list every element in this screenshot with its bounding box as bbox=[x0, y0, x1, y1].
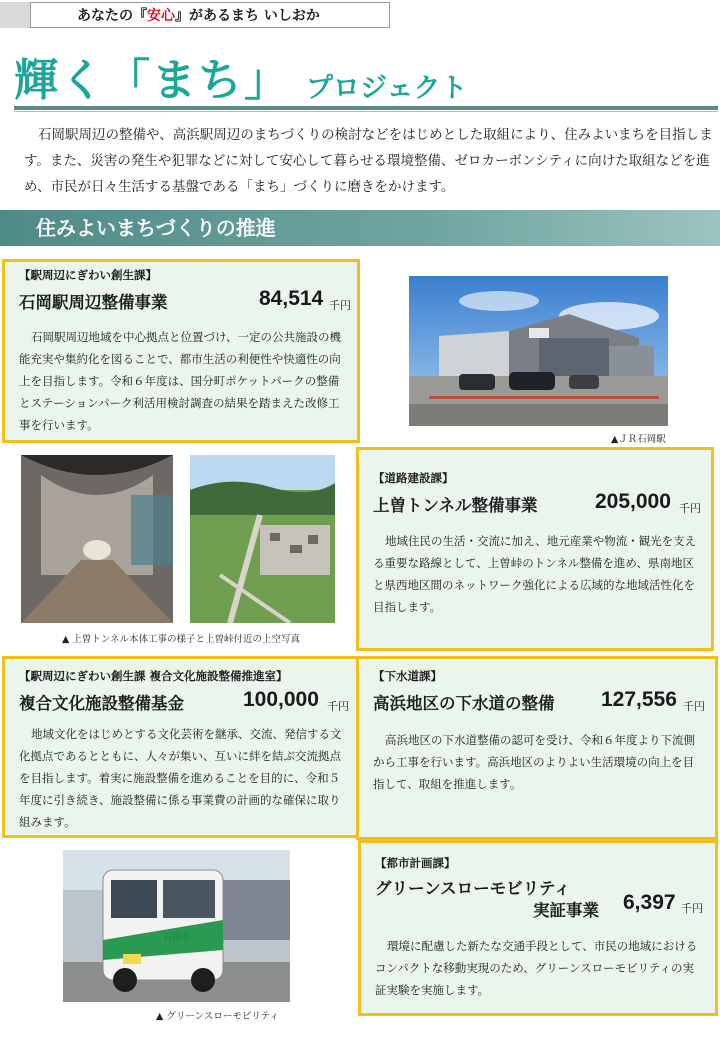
project-unit: 千円 bbox=[679, 502, 701, 515]
project-amount: 84,514 bbox=[259, 287, 324, 310]
project-amount: 6,397 bbox=[623, 891, 676, 914]
project-unit: 千円 bbox=[327, 700, 349, 713]
tunnel-illustration bbox=[21, 455, 173, 623]
page-title: 輝く「まち」 bbox=[14, 55, 290, 106]
project-amount: 127,556 bbox=[601, 688, 677, 711]
project-card-mobility bbox=[358, 840, 718, 1016]
station-illustration bbox=[409, 276, 668, 426]
project-amount: 205,000 bbox=[595, 490, 671, 513]
slogan-text-post: 』があるまち いしおか bbox=[175, 8, 320, 24]
project-unit: 千円 bbox=[681, 902, 703, 915]
vehicle-illustration bbox=[63, 850, 290, 1002]
project-name-line1: グリーンスローモビリティ bbox=[375, 879, 571, 898]
aerial-illustration bbox=[190, 455, 335, 623]
title-divider bbox=[14, 106, 718, 110]
page-subtitle: プロジェクト bbox=[306, 73, 468, 104]
project-description: 地域住民の生活・交流に加え、地元産業や物流・観光を支える重要な路線として、上曽峠のトンネル整備を進め、県南地区と県西地区間のネットワーク強化による広域的な地域活性化を目指します。 bbox=[373, 534, 697, 614]
slogan-accent-block bbox=[0, 2, 30, 28]
project-card-station bbox=[2, 259, 360, 443]
intro-paragraph: 石岡駅周辺の整備や、高浜駅周辺のまちづくりの検討などをはじめとした取組により、住みよいまちを目指します。また、災害の発生や犯罪などに対して安心して暮らせる環境整備、ゼロカーボンシティに向けた取組などを進め、市民が日々生活する基盤である「まち」づくりに磨きをかけます。 bbox=[24, 127, 713, 195]
project-name: 上曽トンネル整備事業 bbox=[373, 496, 538, 515]
project-description: 環境に配慮した新たな交通手段として、市民の地域におけるコンパクトな移動実現のため、グリーンスローモビリティの実証実験を実施します。 bbox=[375, 939, 698, 997]
vehicle-sign-text: 石岡市 bbox=[163, 933, 191, 943]
tunnel-interior-photo bbox=[21, 455, 173, 623]
project-description: 石岡駅周辺地域を中心拠点と位置づけ、一定の公共施設の機能充実や集約化を図ることで、都市生活の利便性や快適性の向上を目指します。令和６年度は、国分町ポケットパークの整備とステーションパーク利活用検討調査の結果を踏まえた改修工事を行います。 bbox=[19, 330, 342, 432]
mobility-caption: ▲ グリーンスローモビリティ bbox=[156, 1011, 279, 1022]
project-name-line2: 実証事業 bbox=[533, 901, 599, 920]
project-description: 地域文化をはじめとする文化芸術を継承、交流、発信する文化拠点であるとともに、人々が集い、互いに絆を結ぶ交流拠点を目指します。着実に施設整備を進めることを目的に、令和５年度に引き続き、施設整備に係る事業費の計画的な確保に取り組みます。 bbox=[19, 727, 342, 829]
tunnel-caption: ▲ 上曽トンネル本体工事の様子と上曽峠付近の上空写真 bbox=[62, 634, 301, 645]
project-dept: 【駅周辺にぎわい創生課】 bbox=[19, 268, 157, 282]
project-description: 高浜地区の下水道整備の認可を受け、令和６年度より下流側から工事を行います。高浜地区のよりよい生活環境の向上を目指して、取組を推進します。 bbox=[373, 733, 696, 791]
project-dept: 【道路建設課】 bbox=[373, 471, 454, 485]
slogan-banner bbox=[30, 2, 390, 28]
project-dept: 【都市計画課】 bbox=[375, 856, 456, 870]
slogan-text-highlight: 安心 bbox=[147, 8, 175, 24]
project-card-sewer bbox=[356, 656, 718, 840]
project-name: 石岡駅周辺整備事業 bbox=[19, 293, 168, 312]
project-name: 複合文化施設整備基金 bbox=[19, 694, 184, 713]
section-heading: 住みよいまちづくりの推進 bbox=[0, 210, 720, 246]
station-caption: ▲ＪＲ石岡駅 bbox=[611, 434, 666, 445]
project-dept: 【駅周辺にぎわい創生課 複合文化施設整備推進室】 bbox=[19, 669, 288, 683]
title-divider-thin bbox=[14, 111, 718, 112]
project-unit: 千円 bbox=[683, 700, 705, 713]
project-card-tunnel bbox=[356, 447, 714, 651]
slogan-text-pre: あなたの『 bbox=[77, 8, 147, 24]
project-dept: 【下水道課】 bbox=[373, 669, 442, 683]
project-name: 高浜地区の下水道の整備 bbox=[373, 694, 555, 713]
mobility-photo bbox=[63, 850, 290, 1002]
project-amount: 100,000 bbox=[243, 688, 319, 711]
aerial-photo bbox=[190, 455, 335, 623]
station-photo bbox=[409, 276, 668, 426]
project-card-culture bbox=[2, 656, 360, 838]
project-unit: 千円 bbox=[329, 299, 351, 312]
